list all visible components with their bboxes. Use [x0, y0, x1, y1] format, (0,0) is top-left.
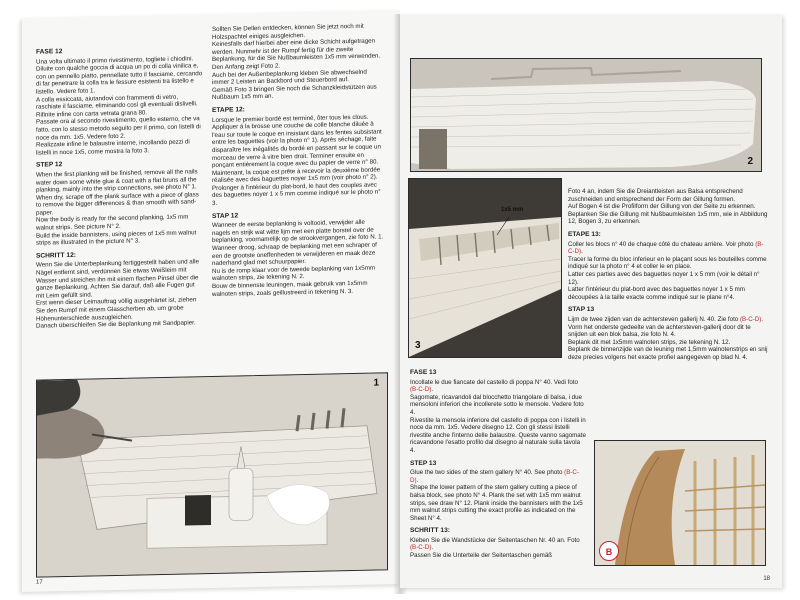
photo-reference: (B-C-D)	[739, 315, 762, 323]
fase13-text: Incollate le due fiancate del castello di poppa N° 40. Vedi foto (B-C-D). Sagomate, ricavandoli dal blocchetto triangolare di balsa, i due mensoloni inferiori che incollerete sotto le mensole. Vedere foto 4. Rivestite la mensola inferiore del castello di poppa con i listelli in noce da mm. 1x5. Vedere disegno 12. Con gli stessi listelli rivestite anche l'interno delle balaustre. Queste vanno sagomate ricavandone l'esatto profilo dal disegno al naturale sulla tavola 4.	[410, 378, 586, 454]
photo-reference: (B-C-D)	[568, 240, 764, 256]
etape12-text: Lorsque le premier bordé est terminé, ôter tous les clous. Appliquer à la brosse une couche de colle blanche diluée à l'eau sur toute le coque en insistant dans les fentes subsistant entre les baguettes (voir la photo n° 1). Après séchage, faite disparaître les inégalités du bordé en passant sur le coque un morceau de verre à vitre bien droit. Terminer ensuite en ponçant entièrement la coque avec du papier de verre n° 80. Maintenant, la coque est prête à recevoir la deuxième bordée réalisée avec des baguettes noyer 1x5 mm (voir photo n° 2). Prolonger à l'intérieur du plat-bord, le haut des couples avec des baguettes noyer 1 x 5 mm comme indiqué sur le photo n° 3.	[212, 113, 382, 208]
etape13-text: Coller les blocs n° 40 de chaque côté du chateau arrière. Voir photo (B-C-D). Tracer la forme du bloc inferieur en le plaçant sous les bouteilles comme indiqué sur la photo n° 4 et coller le en place. Latter ces parties avec des baguettes noyer 1 x 5 mm (voir le détail n° 12). Latter l'intérieur du plat-bord avec des baguettes noyer 1 x 5 mm découpées à la taille exacte comme indiqué sur le plane n°4.	[568, 240, 767, 301]
photo-2	[410, 58, 762, 172]
stap13-text: Lijm de twee zijden van de achtersteven gallerij N. 40. Zie foto (B-C-D). Vorm het onderste gedeelte van de achtersteven-gallerij door dit te snijden uit een blok balsa, zie foto N. 4. Beplank dit met 1x5mm walnoten strips, zie tekening N. 12. Beplank de binnenzijde van de leuning met 1,5mm walnotenstrips en snij deze precies volgens het exacte profiel aangegeven op blad N. 4.	[568, 315, 768, 361]
step12-heading: STEP 12	[36, 161, 63, 169]
photo-reference: (B-C-D)	[410, 469, 579, 484]
photo-1-label: 1	[373, 377, 379, 389]
right-page-column-bottom	[410, 364, 586, 563]
photo-b	[594, 440, 766, 566]
photo-3	[408, 178, 562, 358]
photo-b-badge	[599, 541, 619, 561]
etape13-heading: ETAPE 13:	[568, 230, 601, 238]
photo-3-annotation: 1x5 mm	[501, 207, 524, 213]
photo-1	[36, 372, 388, 577]
schritt12-continued: Sollten Sie Dellen entdecken, können Sie jetzt noch mit Holzspachtel einiges ausgleichen. Keinesfalls darf hierbei aber eine dicke Schicht aufgetragen werden. Nunmehr ist der Rumpf fertig für die zweite Beplankung, für die Sie Nußbaumleisten 1x5 mm verwenden. Den Anfang zeigt Foto 2. Auch bei der Außenbeplankung kleben Sie abwechselnd immer 2 Leisten an Backbord und Steuerbord auf. Gemäß Foto 3 bringen Sie noch die Schanzkleidstützen aus Nußbaum 1x5 mm an.	[212, 22, 381, 102]
photo-3-label: 3	[415, 340, 421, 351]
photo-3-image	[409, 179, 561, 357]
photo-2-image	[411, 59, 761, 171]
schritt13-text: Kleben Sie die Wandstücke der Seitentaschen Nr. 40 an. Foto (B-C-D). Passen Sie die Unterteile der Seitentaschen gemäß	[410, 536, 580, 560]
fase12-heading: FASE 12	[36, 48, 63, 56]
schritt12-text: Wenn Sie die Unterbeplankung fertiggestellt haben und alle Nägel entfernt sind, verdünnen Sie etwas Weißleim mit Wasser und streichen ihn mit einem flachen Pinsel über die ganze Beplankung. Achten Sie darauf, daß alle Fugen gut mit Leim gefüllt sind. Erst wenn dieser Leimauftrag völlig ausgehärtet ist, ziehen Sie den Rumpf mit einem Glasscherben ab, um grobe Höhenunterschiede auszugleichen. Danach überschleifen Sie die Beplankung mit Sandpapier.	[36, 258, 199, 330]
fase13-heading: FASE 13	[410, 369, 437, 376]
photo-1-image	[37, 373, 387, 576]
step12-text: When the first planking will be finished, remove all the nails water down some white glue & coat with a flat bruns all the planking, mainly into the strip connections, see photo N° 1. When dry, scrape off the plank surface with a piece of glass to remove the bigger differences & than smooth with sand-paper. Now the body is ready for the second planking, 1x5 mm walnut strips. See picture N° 2. Build the inside bannisters, using pieces of 1x5 mm walnut strips as illustrated in the picture N° 3.	[36, 168, 199, 247]
left-page-column-2	[212, 22, 384, 301]
left-page-number: 17	[36, 579, 43, 586]
photo-2-label: 2	[747, 156, 753, 167]
photo-b-image	[595, 441, 765, 565]
schritt12-heading: SCHRITT 12:	[36, 251, 76, 260]
etape12-heading: ETAPE 12:	[212, 106, 245, 114]
left-page-column-1	[36, 40, 204, 333]
step13-text: Glue the two sides of the stern gallery N° 40. See photo (B-C-D). Shape the lower pattern of the stern gallery cutting a piece of balsa block, see photo N° 4. Plank the set with 1x5 mm walnut strips, see draw N° 12. Plank inside the bannisters with the 1x5 mm walnut strips cutting the exact profile as indicated on the Sheet N° 4.	[410, 469, 583, 522]
step13-heading: STEP 13	[410, 459, 437, 467]
right-page	[400, 14, 782, 588]
stap13-heading: STAP 13	[568, 306, 595, 314]
photo-reference: (B-C-D)	[410, 386, 432, 394]
left-page	[22, 10, 400, 592]
photo-b-label: B	[605, 547, 613, 557]
schritt13-continued: Foto 4 an, indem Sie die Dreiantleisten aus Balsa entsprechend zuschneiden und entsprechend der Form der Gillung formen. Auf Bogen 4 ist die Profilform der Gillung von der Seite zu erkennen. Beplanken Sie die Gillung mit Nußbaumleisten 1x5 mm, wie in Abbildung 12, Bogen 3, zu erkennen.	[568, 188, 768, 226]
stap12-text: Wanneer de eerste beplanking is voltooid, verwijder alle nagels en strijk wat witte lijm met een platte borstel over de beplanking, voornamelijk op de strookvergangen, zie foto N. 1. Wanneer droog, schraap de beplanking met een schraper of een de grootste oneffenheden te verwijderen en maak deze naderhand glad met schuurpapier. Nu is de romp klaar voor de tweede beplanking van 1x5mm walnoten strips, zie tekening N. 2. Bouw de binnenste leuningen, maak gebruik van 1x5mm walnoten strips, zoals geillustreerd in tekening N. 3.	[212, 219, 384, 298]
schritt13-heading: SCHRITT 13:	[410, 527, 450, 535]
stap12-heading: STAP 12	[212, 212, 239, 220]
right-page-column-top	[568, 188, 768, 364]
right-page-number: 18	[763, 576, 770, 582]
photo-reference: (B-C-D)	[410, 544, 432, 552]
fase12-text: Una volta ultimato il primo rivestimento, togliete i chiodini. Diluite con qualche goccia di acqua un po di colla vinilica e, con un pennello piatto, pennellate tutto il fasciame, cercando di far penetrare la colla tra le fessure esistenti tra listello e listello. Vedere foto 1. A colla essiccata, aiutandovi con frammenti di vetro, raschiate il fasciame, eliminando così gli eventuali dislivelli. Rifinite infine con carta vetrata grana 80. Passate ora al secondo rivestimento, quello esterno, che va fatto, con lo stesso metodo seguito per il primo, con listelli di noce da mm. 1x5. Vedere foto 2. Realizzate infine le balaustre interne, incollando pezzi di listelli in noce 1x5, come mostra la foto 3.	[36, 54, 203, 157]
